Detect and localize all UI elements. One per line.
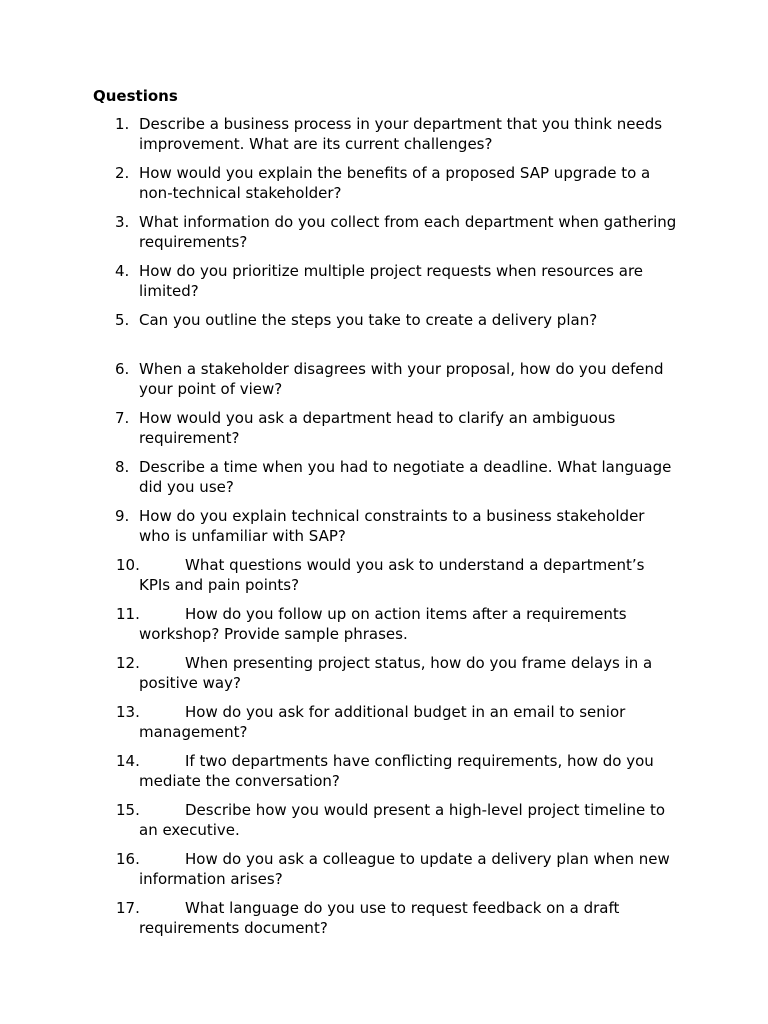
question-item [0,556,768,605]
question-item [0,458,768,507]
question-number: 4. [115,262,130,280]
question-number: 8. [115,458,130,476]
question-text: How would you ask a department head to clarify an ambiguous requirement? [139,409,616,447]
question-text [139,605,679,644]
question-text-body: What questions would you ask to understand a department’s KPIs and pain points? [139,556,645,594]
question-text [139,556,679,595]
question-number: 2. [115,164,130,182]
question-item [0,605,768,654]
question-item [0,801,768,850]
question-text: How do you prioritize multiple project requests when resources are limited? [139,262,644,300]
question-item [0,360,768,409]
question-text-body: If two departments have conflicting requirements, how do you mediate the conversation? [139,752,654,790]
question-item [0,507,768,556]
question-number: 7. [115,409,130,427]
question-number: 6. [115,360,130,378]
question-number: 5. [115,311,130,329]
question-item [0,654,768,703]
question-item [0,703,768,752]
question-number: 16. [116,850,140,868]
question-text-body: Describe how you would present a high-level project timeline to an executive. [139,801,666,839]
question-number: 10. [116,556,140,574]
question-number: 12. [116,654,140,672]
question-item [0,409,768,458]
question-number: 13. [116,703,140,721]
question-text-body: How do you ask for additional budget in an email to senior management? [139,703,626,741]
question-text: Can you outline the steps you take to create a delivery plan? [139,311,598,329]
question-item [0,752,768,801]
question-item [0,213,768,262]
question-text: When a stakeholder disagrees with your proposal, how do you defend your point of view? [139,360,664,398]
question-number: 9. [115,507,130,525]
question-number: 1. [115,115,130,133]
question-number: 17. [116,899,140,917]
question-number: 15. [116,801,140,819]
question-text [139,654,679,693]
question-text-body: How do you follow up on action items after a requirements workshop? Provide sample phrases. [139,605,627,643]
question-text: What information do you collect from each department when gathering requirements? [139,213,677,251]
question-text [139,850,679,889]
question-item [0,899,768,948]
question-text [139,899,679,938]
question-number: 11. [116,605,140,623]
question-text-body: When presenting project status, how do you frame delays in a positive way? [139,654,653,692]
question-item [0,164,768,213]
question-text: How do you explain technical constraints to a business stakeholder who is unfamiliar with SAP? [139,507,645,545]
question-text-body: How do you ask a colleague to update a delivery plan when new information arises? [139,850,670,888]
question-text [139,703,679,742]
question-text: Describe a time when you had to negotiate a deadline. What language did you use? [139,458,672,496]
question-item [0,115,768,164]
question-item [0,850,768,899]
question-text-body: What language do you use to request feedback on a draft requirements document? [139,899,620,937]
question-number: 14. [116,752,140,770]
question-text: Describe a business process in your department that you think needs improvement. What are its current challenges? [139,115,663,153]
question-text [139,801,679,840]
question-item [0,311,768,360]
question-text [139,752,679,791]
section-heading: Questions [93,87,178,105]
question-item [0,262,768,311]
questions-list [0,115,768,948]
question-number: 3. [115,213,130,231]
question-text: How would you explain the benefits of a proposed SAP upgrade to a non-technical stakeholder? [139,164,651,202]
